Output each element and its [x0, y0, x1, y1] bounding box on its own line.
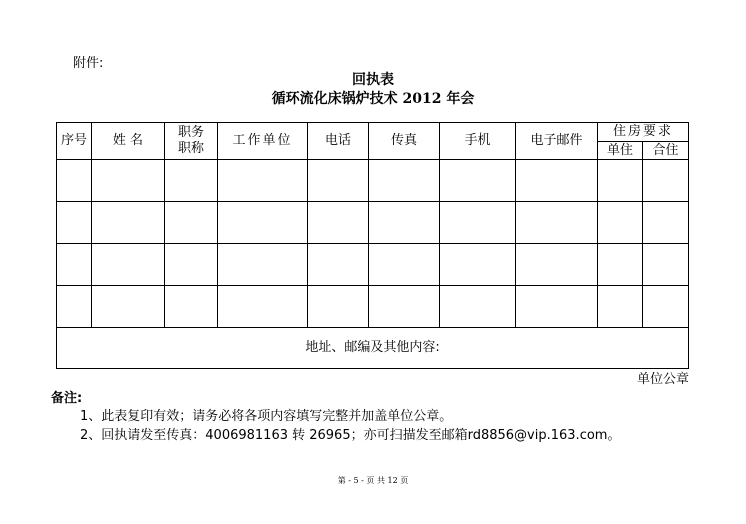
form-subtitle: 循环流化床锅炉技术 2012 年会 — [271, 91, 475, 107]
seal-label: 单位公章 — [636, 372, 689, 387]
note-item: 2、回执请发至传真：4006981163 转 26965；亦可扫描发至邮箱rd8856@vip.163.com。 — [80, 428, 621, 443]
header-email: 电子邮件 — [516, 123, 598, 160]
address-field[interactable]: 地址、邮编及其他内容: — [57, 328, 689, 369]
header-lodging-shared: 合住 — [643, 142, 689, 160]
header-employer: 工作单位 — [218, 123, 308, 160]
header-lodging-single: 单住 — [598, 142, 643, 160]
header-phone: 电话 — [308, 123, 369, 160]
table-row — [57, 244, 689, 286]
header-mobile: 手机 — [440, 123, 516, 160]
attachment-label: 附件: — [73, 56, 104, 71]
note-item: 1、此表复印有效；请务必将各项内容填写完整并加盖单位公章。 — [80, 409, 453, 424]
header-name: 姓 名 — [92, 123, 165, 160]
header-seq: 序号 — [57, 123, 92, 160]
page-footer: 第 - 5 - 页 共 12 页 — [337, 476, 409, 485]
notes-title: 备注: — [51, 391, 83, 406]
table-row — [57, 160, 689, 202]
table-row — [57, 286, 689, 328]
form-title: 回执表 — [352, 72, 394, 88]
header-position-line1: 职务 — [177, 125, 204, 140]
header-position-line2: 职称 — [177, 141, 204, 156]
header-position — [165, 123, 218, 160]
header-lodging: 住房要求 — [598, 123, 689, 142]
header-fax: 传真 — [369, 123, 440, 160]
registration-table — [56, 122, 689, 369]
table-row — [57, 202, 689, 244]
